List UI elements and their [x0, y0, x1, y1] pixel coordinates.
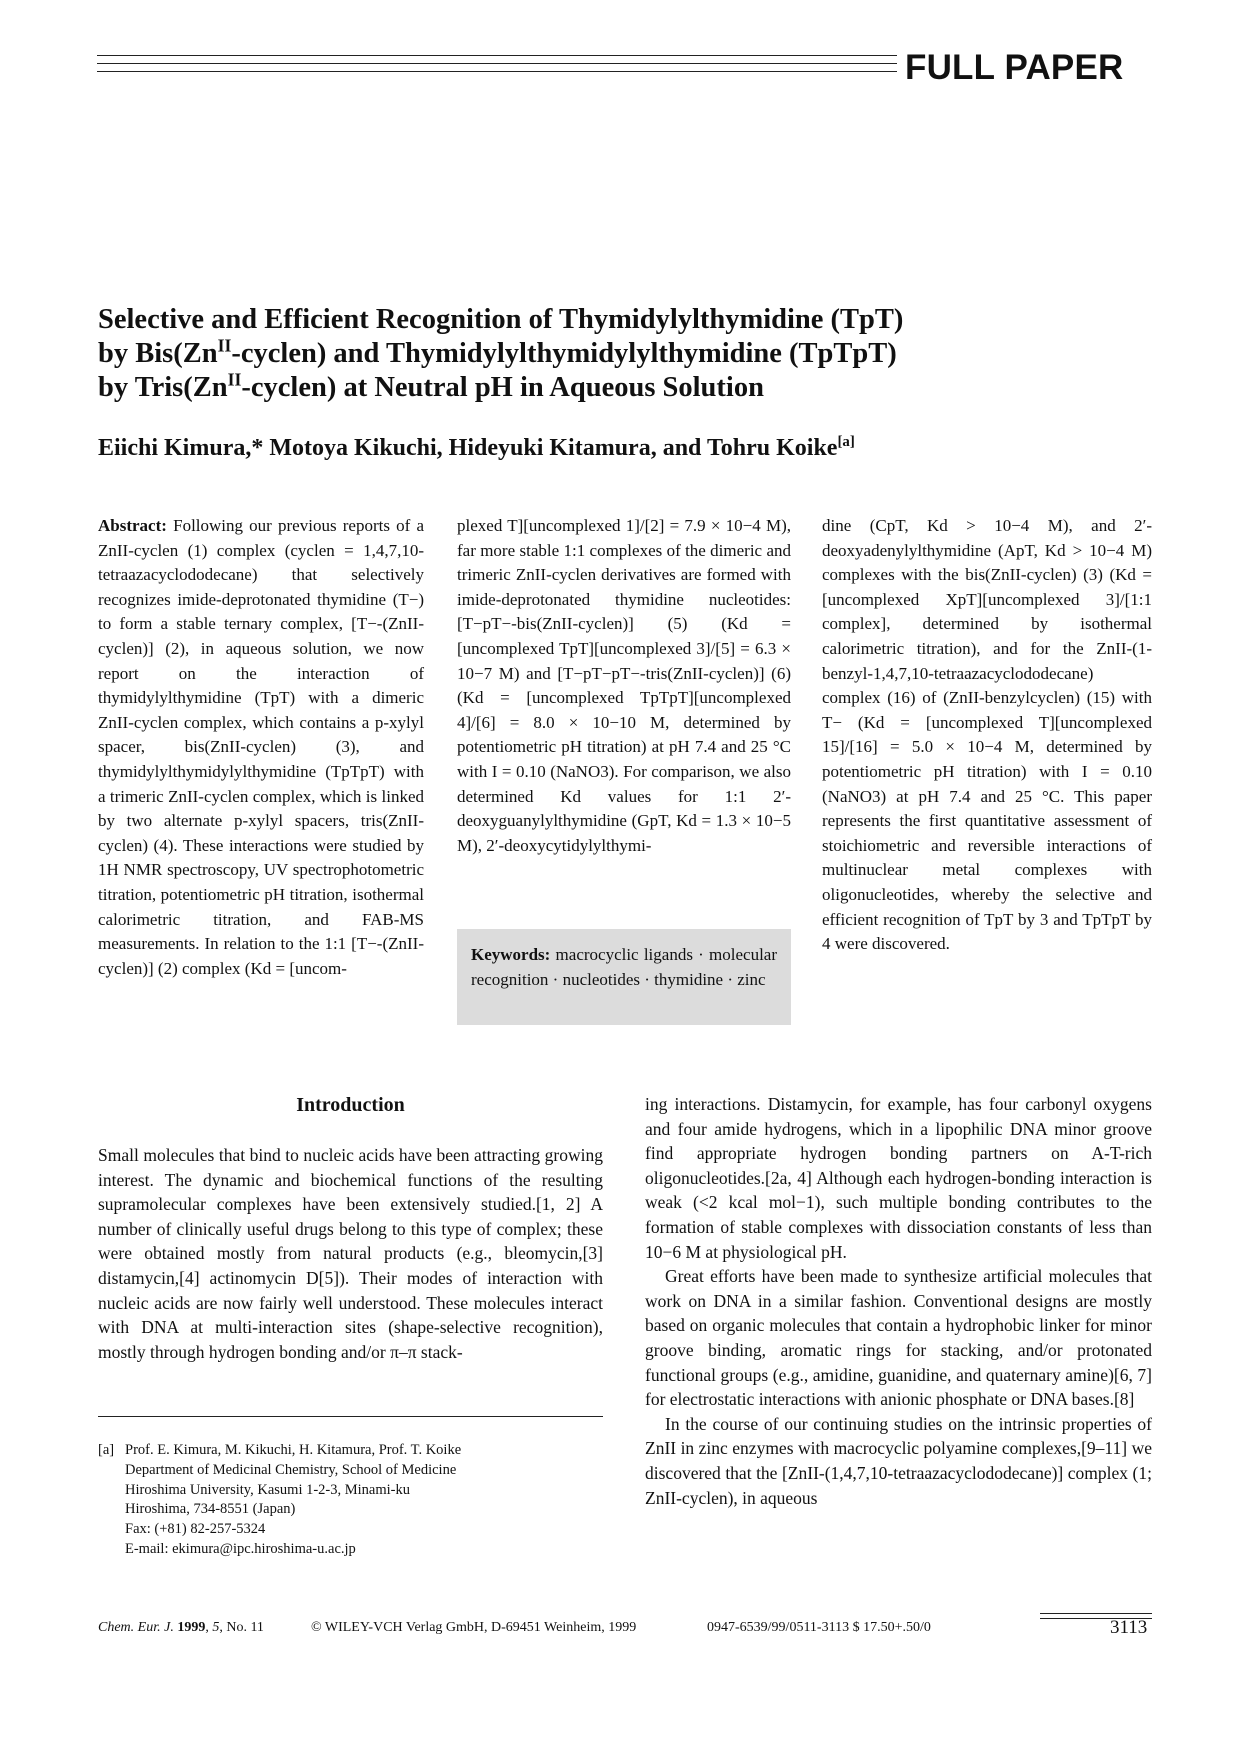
footer-issn: 0947-6539/99/0511-3113 $ 17.50+.50/0: [707, 1620, 931, 1635]
title-line-1: Selective and Efficient Recognition of Thymidylylthymidine (TpT): [98, 304, 904, 335]
intro-paragraph-1: Small molecules that bind to nucleic acids have been attracting growing interest. The dynamic and biochemical functions of the resulting supramolecular complexes have been extensively studied.[1, 2] A number of clinically useful drugs belong to this type of complex; these were obtained mostly from natural products (e.g., bleomycin,[3] distamycin,[4] actinomycin D[5]). Their modes of interaction with nucleic acids are now fairly well understood. These molecules interact with DNA at multi-interaction sites (shape-selective recognition), mostly through hydrogen bonding and/or π–π stack-: [98, 1145, 603, 1362]
author-list: Eiichi Kimura,* Motoya Kikuchi, Hideyuki Kitamura, and Tohru Koike[a]: [98, 434, 855, 461]
intro-paragraph-4: In the course of our continuing studies on the intrinsic properties of ZnII in zinc enzymes with macrocyclic polyamine complexes,[9–11] we discovered that the [ZnII-(1,4,7,10-tetraazacyclododecane)] complex (1; ZnII-cyclen), in aqueous: [645, 1413, 1152, 1508]
introduction-heading: Introduction: [296, 1094, 405, 1116]
footer-copyright: © WILEY-VCH Verlag GmbH, D-69451 Weinheim, 1999: [311, 1620, 637, 1635]
keywords-label: Keywords:: [471, 945, 551, 964]
footnote-line: Department of Medicinal Chemistry, School of Medicine: [125, 1461, 457, 1478]
title-line-3: by $Tris(Zn^{II}-cyclen)$ at Neutral pH in Aqueous Solution: [98, 369, 764, 403]
footnote-mark: [a]: [98, 1442, 115, 1458]
abstract-column-1: [98, 514, 424, 981]
abstract-label: Abstract:: [98, 516, 167, 535]
abstract-text-3: dine (CpT, Kd > 10−4 M), and 2′-deoxyadenylylthymidine (ApT, Kd > 10−4 M) complexes with the bis(ZnII-cyclen) (3) (Kd = [uncomplexed XpT][uncomplexed 3]/[1:1 complex], determined by isothermal calorimetric titration), and for the ZnII-(1-benzyl-1,4,7,10-tetraazacyclododecane) complex (16) of (ZnII-benzylcyclen) (15) with T− (Kd = [uncomplexed T][uncomplexed 15]/[16] = 5.0 × 10−4 M, determined by potentiometric pH titration) with I = 0.10 (NaNO3) at pH 7.4 and 25 °C. This paper represents the first quantitative assessment of stoichiometric and reversible interactions of multinuclear metal complexes with oligonucleotides, whereby the selective and efficient recognition of TpT by 3 and TpTpT by 4 were discovered.: [822, 516, 1152, 954]
title-line-2: by $Bis(Zn^{II}-cyclen)$ and Thymidylylthymidylylthymidine (TpTpT): [98, 335, 897, 369]
footnote-email[interactable]: E-mail: ekimura@ipc.hiroshima-u.ac.jp: [125, 1540, 356, 1557]
footer-citation: Chem. Eur. J. 1999, 5, No. 11: [98, 1620, 264, 1635]
page-rule-top: [1040, 1613, 1152, 1614]
header-rules: [97, 55, 897, 79]
abstract-text-1: Following our previous reports of a ZnII-cyclen (1) complex (cyclen = 1,4,7,10-tetraazacyclododecane) that selectively recognizes imide-deprotonated thymidine (T−) to form a stable ternary complex, [T−-(ZnII-cyclen)] (2), in aqueous solution, we now report on the interaction of thymidylylthymidine (TpT) with a dimeric ZnII-cyclen complex, which contains a p-xylyl spacer, bis(ZnII-cyclen) (3), and thymidylylthymidylylthymidine (TpTpT) with a trimeric ZnII-cyclen complex, which is linked by two alternate p-xylyl spacers, tris(ZnII-cyclen) (4). These interactions were studied by 1H NMR spectroscopy, UV spectrophotometric titration, potentiometric pH titration, isothermal calorimetric titration, and FAB-MS measurements. In relation to the 1:1 [T−-(ZnII-cyclen)] (2) complex (Kd = [uncom-: [98, 516, 425, 978]
footnote-line: Hiroshima University, Kasumi 1-2-3, Minami-ku: [125, 1481, 410, 1498]
abstract-text-2: plexed T][uncomplexed 1]/[2] = 7.9 × 10−4 M), far more stable 1:1 complexes of the dimeric and trimeric ZnII-cyclen derivatives are formed with imide-deprotonated thymidine nucleotides: [T−pT−-bis(ZnII-cyclen)] (5) (Kd = [uncomplexed TpT][uncomplexed 3]/[5] = 6.3 × 10−7 M) and [T−pT−pT−-tris(ZnII-cyclen)] (6) (Kd = [uncomplexed TpTpT][uncomplexed 4]/[6] = 8.0 × 10−10 M, determined by potentiometric pH titration) at pH 7.4 and 25 °C with I = 0.10 (NaNO3). For comparison, we also determined Kd values for 1:1 2′-deoxyguanylylthymidine (GpT, Kd = 1.3 × 10−5 M), 2′-deoxycytidylylthymi-: [457, 516, 791, 855]
keywords-box: [457, 929, 791, 1025]
footnote-rule: [98, 1416, 603, 1417]
body-column-right: [645, 1092, 1152, 1510]
footnote-line: Fax: (+81) 82-257-5324: [125, 1521, 266, 1538]
article-title: [98, 303, 1158, 405]
affiliation-footnote: [98, 1441, 603, 1560]
abstract-column-3: [822, 514, 1152, 957]
footnote-line: Prof. E. Kimura, M. Kikuchi, H. Kitamura, Prof. T. Koike: [125, 1442, 462, 1458]
section-label: FULL PAPER: [905, 48, 1124, 87]
body-column-left: [98, 1143, 603, 1364]
abstract-column-2: [457, 514, 791, 858]
page-number: 3113: [1110, 1617, 1148, 1638]
intro-paragraph-2: ing interactions. Distamycin, for example, has four carbonyl oxygens and four amide hydrogens, which in a lipophilic DNA minor groove find appropriate hydrogen bonding partners on A-T-rich oligonucleotides.[2a, 4] Although each hydrogen-bonding interaction is weak (<2 kcal mol−1), such multiple bonding contributes to the formation of stable complexes with dissociation constants of less than 10−6 M at physiological pH.: [645, 1094, 1152, 1262]
footnote-line: Hiroshima, 734-8551 (Japan): [125, 1501, 296, 1518]
keywords-text: macrocyclic ligands · molecular recognition · nucleotides · thymidine · zinc: [471, 945, 777, 989]
intro-paragraph-3: Great efforts have been made to synthesize artificial molecules that work on DNA in a similar fashion. Conventional designs are mostly based on organic molecules that contain a hydrophobic linker for minor groove binding, aromatic rings for stacking, and/or protonated functional groups (e.g., amidine, guanidine, and quaternary amine)[6, 7] for electrostatic interactions with anionic phosphate or DNA bases.[8]: [645, 1266, 1152, 1410]
